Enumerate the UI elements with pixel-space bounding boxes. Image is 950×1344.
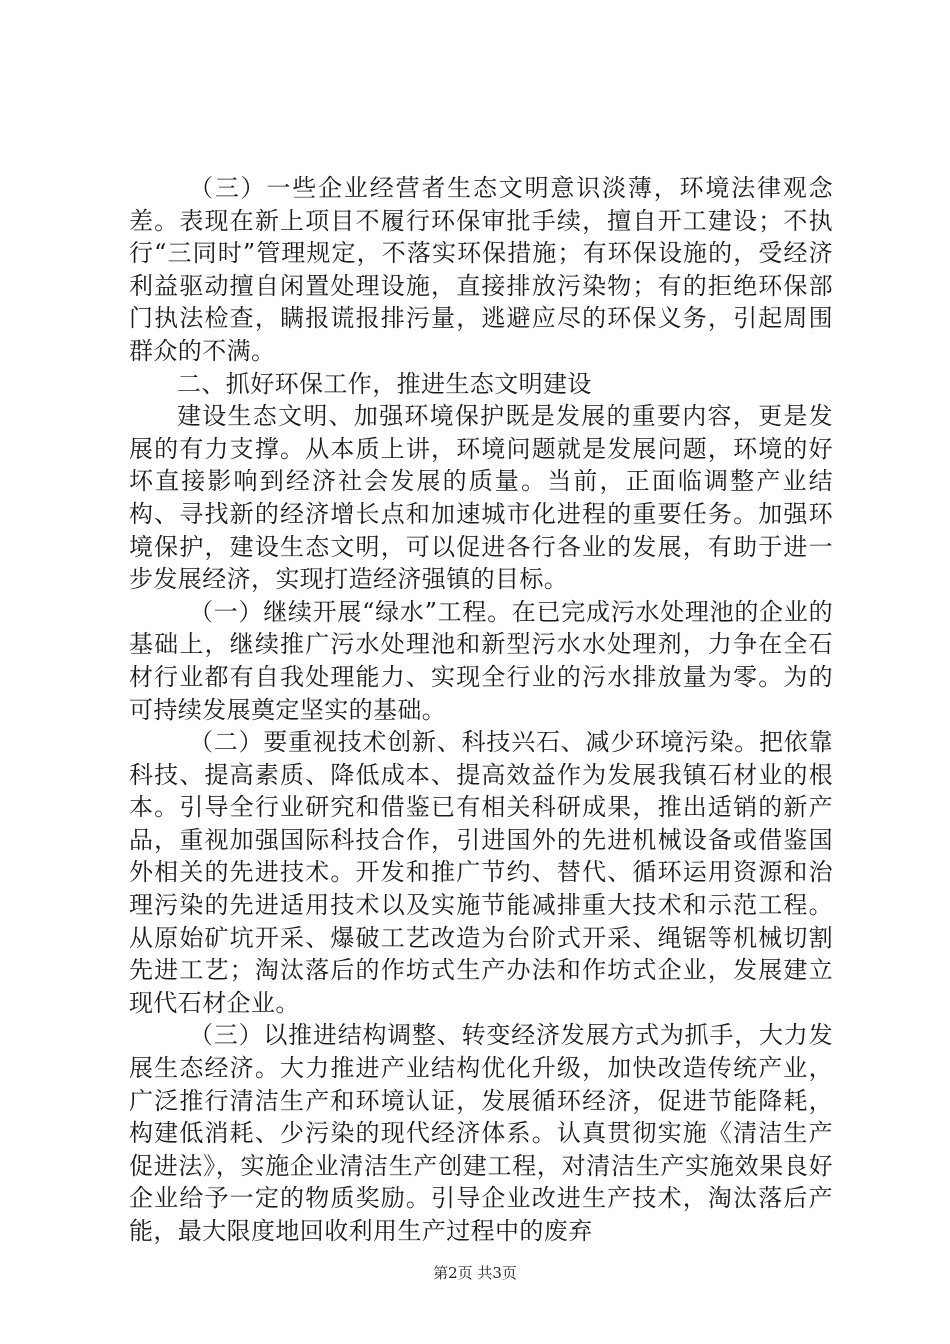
paragraph-3-awareness: （三）一些企业经营者生态文明意识淡薄，环境法律观念差。表现在新上项目不履行环保审批手续，擅自开工建设；不执行“三同时”管理规定，不落实环保措施；有环保设施的，受经济利益驱动擅自闲置处理设施，直接排放污染物；有的拒绝环保部门执法检查，瞒报谎报排污量，逃避应尽的环保义务，引起周围群众的不满。 xyxy=(129,174,833,365)
paragraph-3-eco-economy: （三）以推进结构调整、转变经济发展方式为抓手，大力发展生态经济。大力推进产业结构优化升级，加快改造传统产业，广泛推行清洁生产和环境认证，发展循环经济，促进节能降耗，构建低消耗、少污染的现代经济体系。认真贯彻实施《清洁生产促进法》，实施企业清洁生产创建工程，对清洁生产实施效果良好企业给予一定的物质奖励。引导企业改进生产技术，淘汰落后产能，最大限度地回收利用生产过程中的废弃 xyxy=(129,1021,833,1245)
document-body xyxy=(129,172,833,1248)
paragraph-intro-ecology: 建设生态文明、加强环境保护既是发展的重要内容，更是发展的有力支撑。从本质上讲，环境问题就是发展问题，环境的好坏直接影响到经济社会发展的质量。当前，正面临调整产业结构、寻找新的经济增长点和加速城市化进程的重要任务。加强环境保护，建设生态文明，可以促进各行各业的发展，有助于进一步发展经济，实现打造经济强镇的目标。 xyxy=(129,402,833,594)
paragraph-1-green-water: （一）继续开展“绿水”工程。在已完成污水处理池的企业的基础上，继续推广污水处理池和新型污水水处理剂，力争在全石材行业都有自我处理能力、实现全行业的污水排放量为零。为的可持续发展奠定坚实的基础。 xyxy=(129,597,833,724)
section-heading-2: 二、抓好环保工作，推进生态文明建设 xyxy=(177,369,592,398)
page-footer: 第2页 共3页 xyxy=(433,1264,517,1282)
paragraph-2-tech-innovation: （二）要重视技术创新、科技兴石、减少环境污染。把依靠科技、提高素质、降低成本、提高效益作为发展我镇石材业的根本。引导全行业研究和借鉴已有相关科研成果，推出适销的新产品，重视加强国际科技合作，引进国外的先进机械设备或借鉴国外相关的先进技术。开发和推广节约、替代、循环运用资源和治理污染的先进适用技术以及实施节能减排重大技术和示范工程。从原始矿坑开采、爆破工艺改造为台阶式开采、绳锯等机械切割先进工艺；淘汰落后的作坊式生产办法和作坊式企业，发展建立现代石材企业。 xyxy=(129,728,833,1017)
